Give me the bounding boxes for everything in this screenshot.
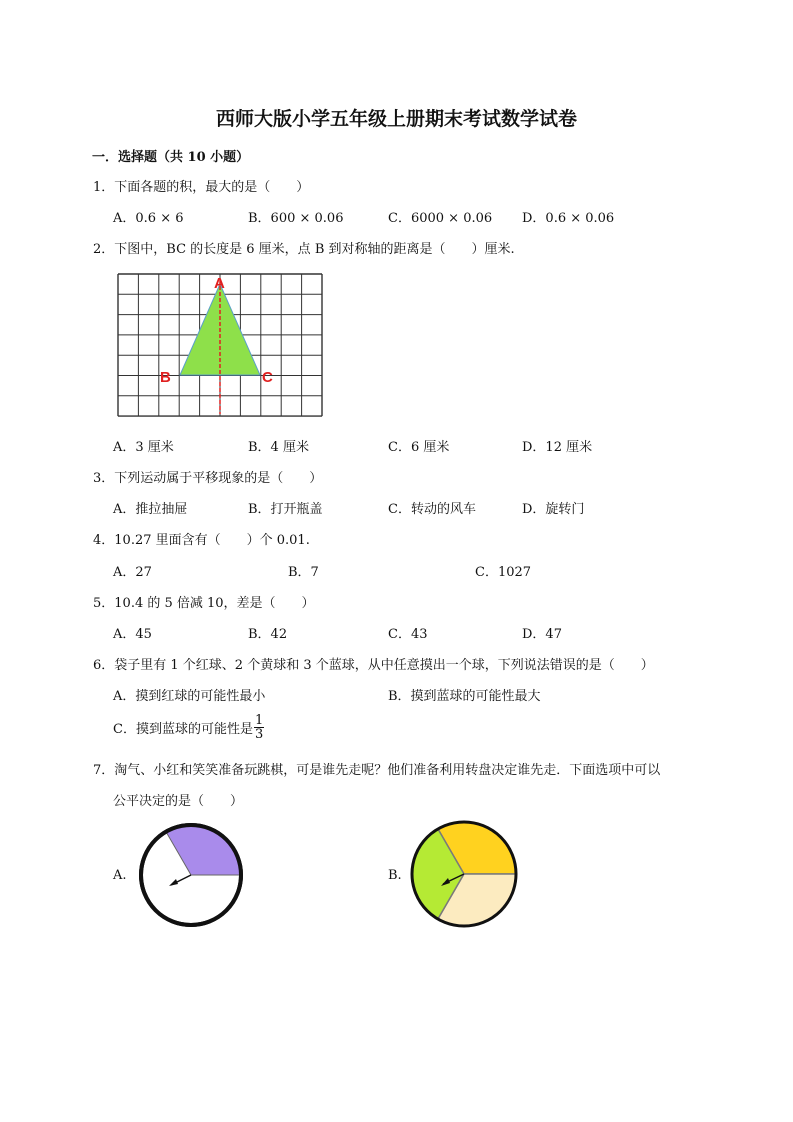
question-7-stem-line-1: 7．淘气、小红和笑笑准备玩跳棋，可是谁先走呢？他们准备利用转盘决定谁先走．下面选项中可以 <box>93 763 661 778</box>
question-4-option-a: A．27 <box>113 565 152 580</box>
question-2-stem: 2．下图中，BC 的长度是 6 厘米，点 B 到对称轴的距离是（ ）厘米. <box>93 242 515 257</box>
section-heading: 一．选择题（共 10 小题） <box>92 150 250 165</box>
spinner-b-figure <box>410 820 518 928</box>
question-7-option-b-label: B. <box>388 868 402 883</box>
question-6-option-a: A．摸到红球的可能性最小 <box>113 689 266 704</box>
label-a: A <box>214 275 225 292</box>
label-b: B <box>160 369 171 386</box>
fraction-denominator: 3 <box>254 727 264 742</box>
spinner-a-figure <box>138 822 244 928</box>
question-5-option-a: A．45 <box>113 627 152 642</box>
question-2-option-a: A．3 厘米 <box>113 440 174 455</box>
question-6-option-c <box>113 714 264 741</box>
question-6-option-b: B．摸到蓝球的可能性最大 <box>388 689 541 704</box>
question-1-stem: 1．下面各题的积，最大的是（ ） <box>93 180 310 195</box>
question-3-stem: 3．下列运动属于平移现象的是（ ） <box>93 471 323 486</box>
label-c: C <box>262 369 273 386</box>
question-7-option-a-label: A. <box>113 868 127 883</box>
fraction-numerator: 1 <box>254 713 264 728</box>
question-3-option-a: A．推拉抽屉 <box>113 502 188 517</box>
question-1-option-a: A．0.6 × 6 <box>113 211 184 226</box>
question-5-option-b: B．42 <box>248 627 288 642</box>
question-6-stem: 6．袋子里有 1 个红球、2 个黄球和 3 个蓝球，从中任意摸出一个球，下列说法错误的是（ ） <box>93 658 654 673</box>
fraction-one-third <box>254 714 264 741</box>
question-2-option-c: C．6 厘米 <box>388 440 450 455</box>
question-1-option-c: C．6000 × 0.06 <box>388 211 493 226</box>
question-7-stem-line-2: 公平决定的是（ ） <box>113 794 244 809</box>
question-5-option-c: C．43 <box>388 627 428 642</box>
question-5-option-d: D．47 <box>522 627 562 642</box>
question-2-option-d: D．12 厘米 <box>522 440 593 455</box>
question-6-option-c-text: C．摸到蓝球的可能性是 <box>113 722 253 737</box>
triangle-grid-figure <box>116 272 324 418</box>
question-3-option-d: D．旋转门 <box>522 502 585 517</box>
question-5-stem: 5．10.4 的 5 倍减 10，差是（ ） <box>93 596 315 611</box>
page-title: 西师大版小学五年级上册期末考试数学试卷 <box>215 108 577 130</box>
question-1-option-b: B．600 × 0.06 <box>248 211 344 226</box>
question-4-stem: 4．10.27 里面含有（ ）个 0.01. <box>93 533 310 548</box>
question-2-option-b: B．4 厘米 <box>248 440 309 455</box>
question-4-option-b: B．7 <box>288 565 319 580</box>
question-3-option-b: B．打开瓶盖 <box>248 502 323 517</box>
question-1-option-d: D．0.6 × 0.06 <box>522 211 615 226</box>
question-3-option-c: C．转动的风车 <box>388 502 476 517</box>
question-4-option-c: C．1027 <box>475 565 532 580</box>
